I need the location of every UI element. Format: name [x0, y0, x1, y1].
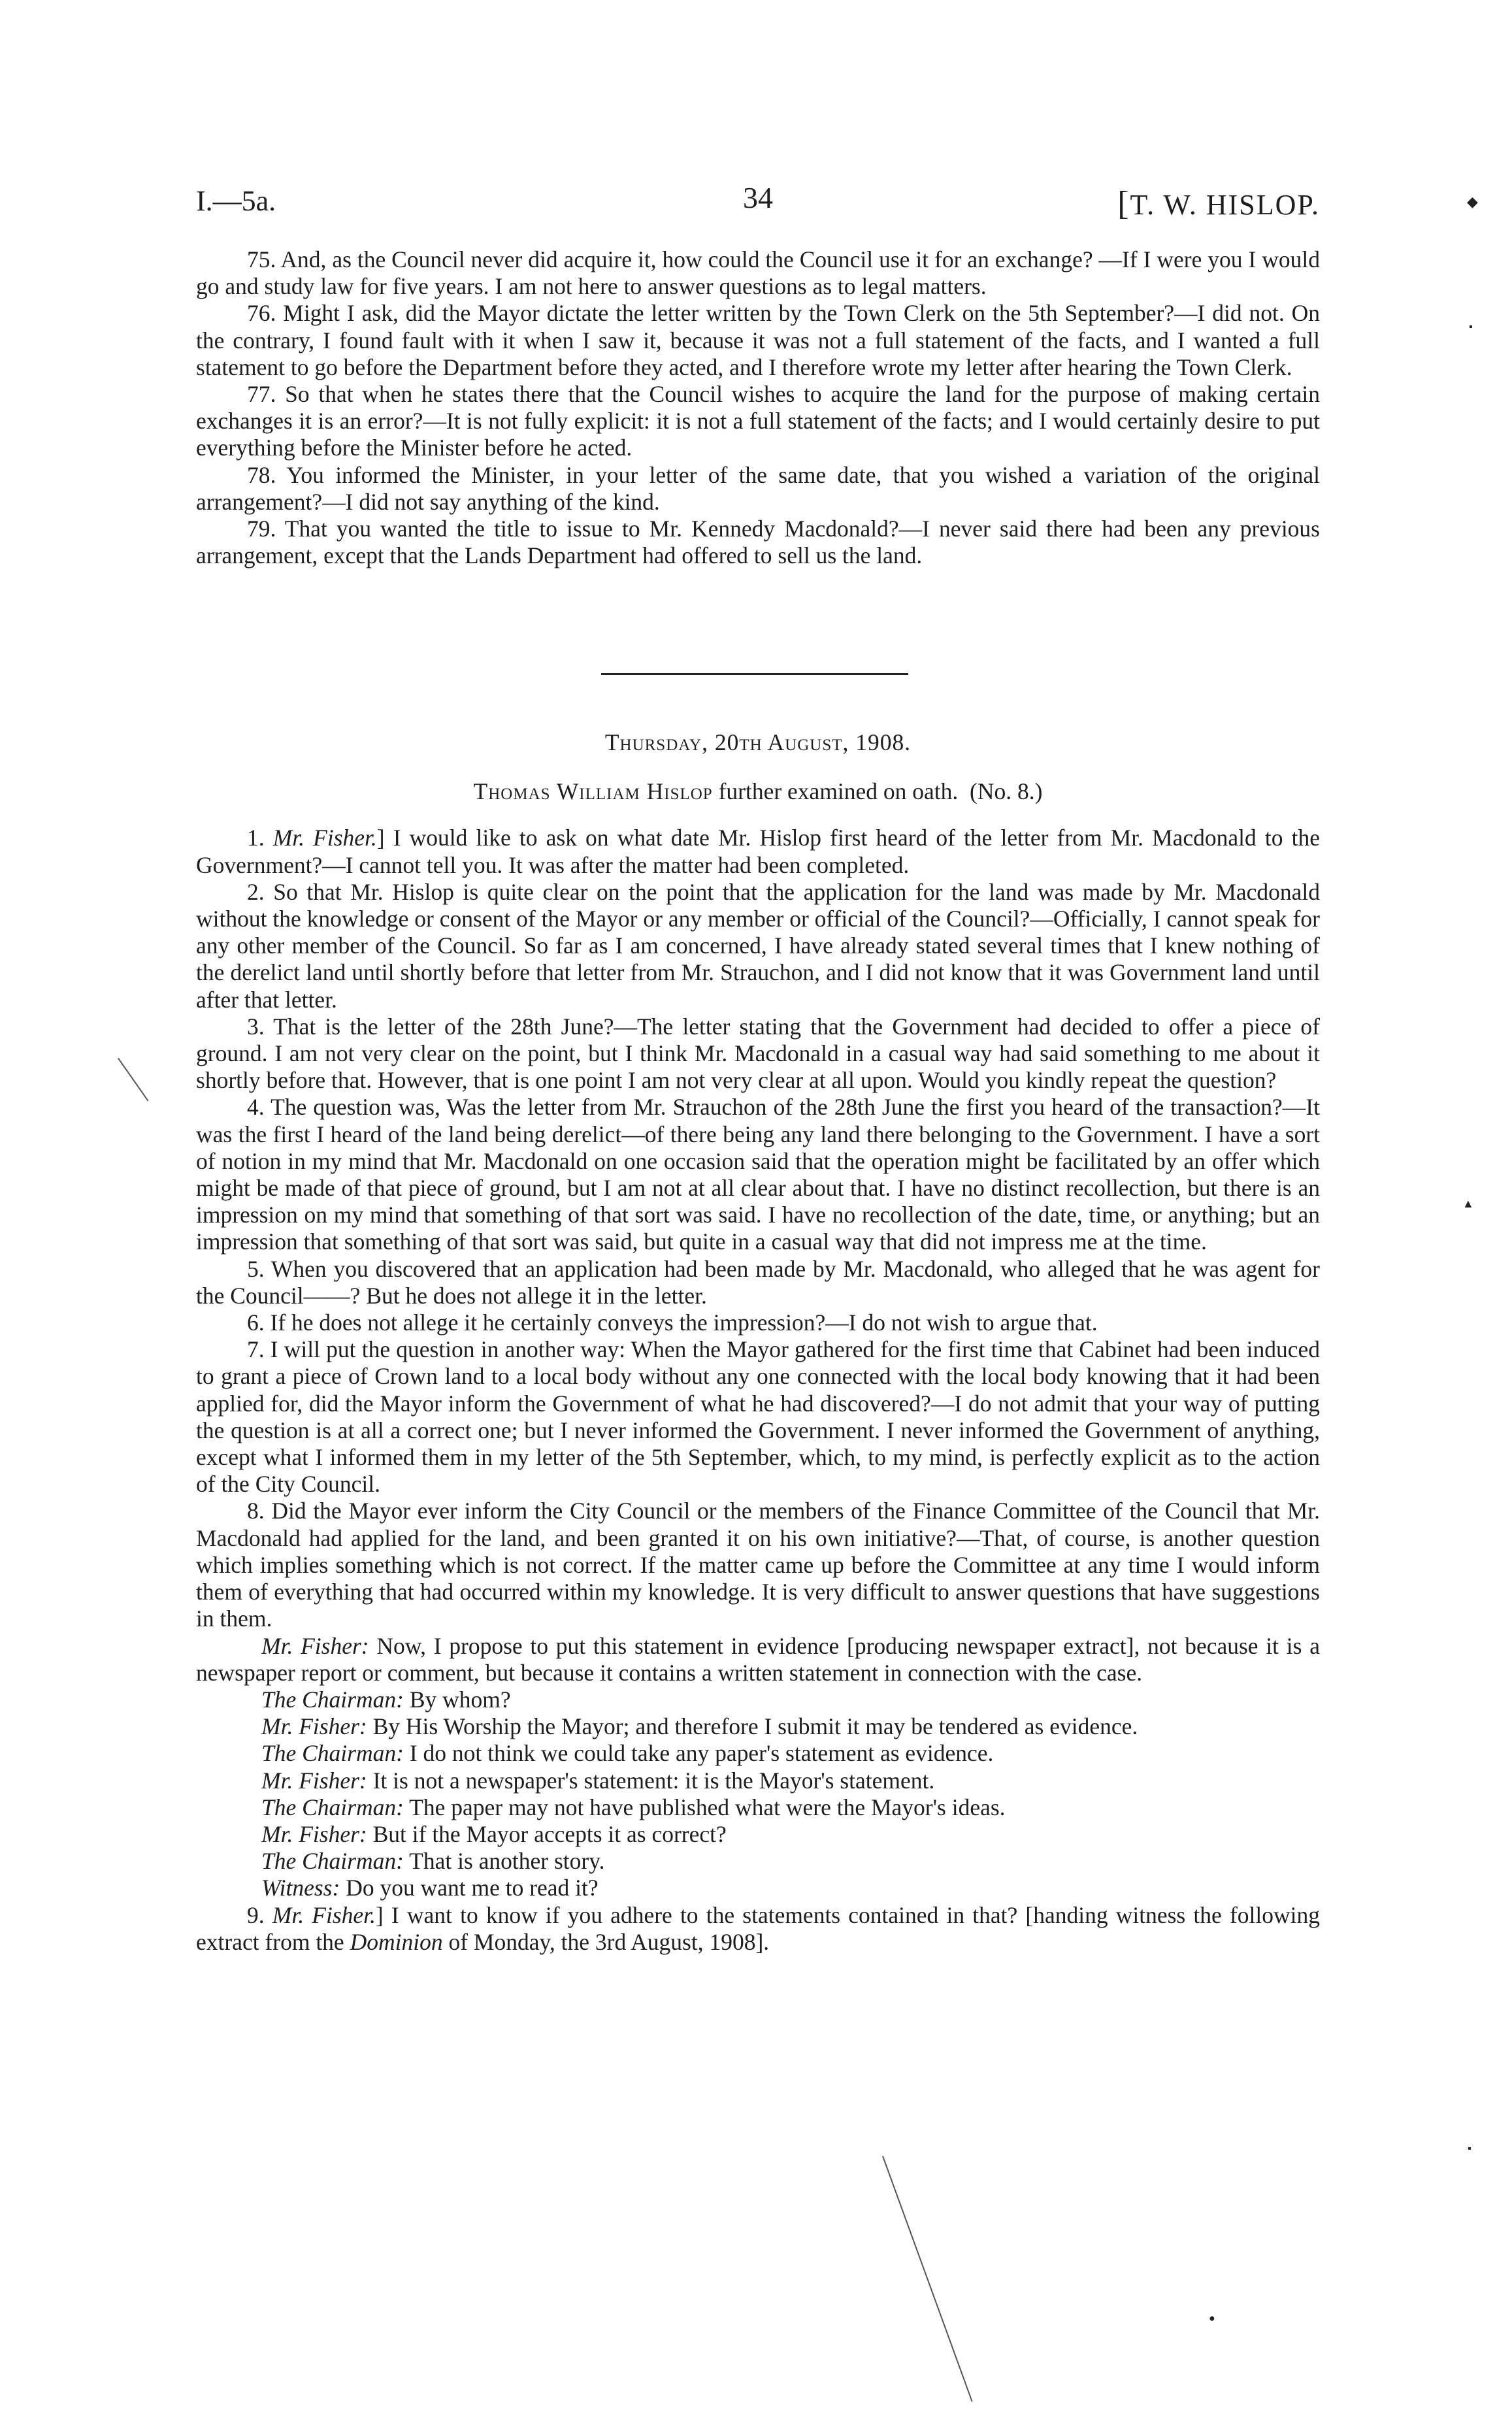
- witness-heading: [196, 778, 1320, 805]
- dialog-text: Do you want me to read it?: [340, 1875, 599, 1901]
- dialog-line: [196, 1713, 1320, 1740]
- page-header: [196, 181, 1320, 223]
- witness-heading-rest: further examined on oath.: [712, 778, 959, 805]
- running-head-name: T. W. HISLOP.: [1130, 189, 1320, 221]
- question-1-text: ] I would like to ask on what date Mr. Hislop first heard of the letter from Mr. Macdonald to the Government?—I cannot tell you. It was after the matter had been completed.: [196, 825, 1320, 878]
- question-9: [196, 1902, 1320, 1956]
- dialog-speaker: Mr. Fisher:: [261, 1713, 367, 1740]
- dialog-line: [196, 1794, 1320, 1821]
- question-7: 7. I will put the question in another way: When the Mayor gathered for the first time that Cabinet had been induced to grant a piece of Crown land to a local body without any one connected with the local body knowing that it had been applied for, did the Mayor inform the Government of what he had discovered?—I do not admit that your way of putting the question is at all a correct one; but I never informed the Government. I never informed the Government of anything, except what I informed them in my letter of the 5th September, which, to my mind, is perfectly explicit as to the action of the City Council.: [196, 1336, 1320, 1498]
- question-1-speaker: Mr. Fisher.: [272, 825, 377, 851]
- question-77: 77. So that when he states there that the Council wishes to acquire the land for the purpose of making certain exchanges it is an error?—It is not fully explicit: it is not a full statement of the facts; and I would certainly desire to put everything before the Minister before he acted.: [196, 381, 1320, 461]
- date-heading: Thursday, 20th August, 1908.: [604, 729, 912, 755]
- witness-number: (No. 8.): [970, 778, 1043, 805]
- question-2: 2. So that Mr. Hislop is quite clear on the point that the application for the land was made by Mr. Macdonald without the knowledge or consent of the Mayor or any member or official of the Council?—Officially, I cannot speak for any other member of the Council. So far as I am concerned, I have already stated several times that I knew nothing of the derelict land until shortly before that letter from Mr. Strauchon, and I did not know that it was Government land until after that letter.: [196, 878, 1320, 1013]
- dialog-text: That is another story.: [403, 1848, 605, 1875]
- margin-mark-icon: ▪: [1469, 321, 1473, 333]
- question-9-text-1: ] I want to know if you adhere to the statements contained in that? [handing witness the following extract from the: [196, 1901, 1321, 1955]
- margin-mark-icon: ▲: [1462, 1197, 1474, 1210]
- dialog-text: But if the Mayor accepts it as correct?: [367, 1820, 727, 1847]
- dialog-speaker: The Chairman:: [261, 1848, 404, 1875]
- question-8: 8. Did the Mayor ever inform the City Council or the members of the Finance Committee of the Council that Mr. Macdonald had applied for the land, and been granted it on his own initiative?—That, of course, is another question which implies something which is not correct. If the matter came up before the Committee at any time I would inform them of everything that had occurred within my knowledge. It is very difficult to answer questions that have suggestions in them.: [196, 1498, 1320, 1632]
- witness-name: Thomas William Hislop: [473, 778, 713, 805]
- section-divider: [601, 673, 908, 675]
- dialog-line: [196, 1633, 1320, 1686]
- question-6: 6. If he does not allege it he certainly conveys the impression?—I do not wish to argue that.: [247, 1309, 1098, 1336]
- question-9-number: 9.: [247, 1901, 272, 1928]
- question-78: 78. You informed the Minister, in your letter of the same date, that you wished a variation of the original arrangement?—I did not say anything of the kind.: [196, 461, 1320, 515]
- running-head-bracket: [: [1117, 185, 1130, 222]
- dialog-line: [196, 1848, 1320, 1875]
- section-previous-evidence: [196, 246, 1320, 569]
- pencil-stroke: [118, 1058, 149, 1102]
- dialog-text: By whom?: [403, 1686, 511, 1713]
- dialog-text: It is not a newspaper's statement: it is the Mayor's statement.: [367, 1767, 935, 1794]
- margin-mark-icon: ●: [1209, 2313, 1215, 2324]
- page-number: 34: [743, 181, 773, 214]
- question-79: 79. That you wanted the title to issue to Mr. Kennedy Macdonald?—I never said there had been any previous arrangement, except that the Lands Department had offered to sell us the land.: [196, 516, 1320, 569]
- question-5: 5. When you discovered that an application had been made by Mr. Macdonald, who alleged that he was agent for the Council——? But he does not allege it in the letter.: [196, 1255, 1320, 1309]
- dialog-speaker: Mr. Fisher:: [261, 1820, 367, 1847]
- question-1: [196, 825, 1320, 878]
- pencil-stroke: [882, 2156, 973, 2402]
- question-9-text-2: of Monday, the 3rd August, 1908].: [442, 1928, 770, 1955]
- dialog-speaker: Witness:: [261, 1875, 340, 1901]
- dialog-line: [196, 1821, 1320, 1848]
- section-thursday-evidence: [196, 729, 1320, 1956]
- question-75: 75. And, as the Council never did acquire it, how could the Council use it for an exchange? —If I were you I would go and study law for five years. I am not here to answer questions as to legal matters.: [196, 246, 1320, 300]
- dialog-line: [196, 1875, 1320, 1901]
- running-head: [1117, 184, 1320, 223]
- margin-mark-icon: ▪: [1468, 2143, 1471, 2154]
- report-reference: I.—5a.: [196, 185, 276, 217]
- dialog-text: I do not think we could take any paper's statement as evidence.: [403, 1740, 994, 1767]
- question-1-number: 1.: [247, 825, 273, 851]
- dialog-speaker: The Chairman:: [261, 1740, 404, 1767]
- question-76: 76. Might I ask, did the Mayor dictate the letter written by the Town Clerk on the 5th September?—I did not. On the contrary, I found fault with it when I saw it, because it was not a full statement of the facts, and I wanted a full statement to go before the Department before they acted, and I therefore wrote my letter after hearing the Town Clerk.: [196, 300, 1320, 380]
- dialog-speaker: Mr. Fisher:: [261, 1632, 369, 1659]
- dialog-line: [196, 1767, 1320, 1794]
- dialog-text: The paper may not have published what were the Mayor's ideas.: [403, 1794, 1006, 1820]
- question-9-speaker: Mr. Fisher.: [272, 1901, 376, 1928]
- question-3: 3. That is the letter of the 28th June?—The letter stating that the Government had decided to offer a piece of ground. I am not very clear on the point, but I think Mr. Macdonald in a casual way had said something to me about it shortly before that. However, that is one point I am not very clear at all upon. Would you kindly repeat the question?: [196, 1013, 1320, 1094]
- dialog-line: [196, 1740, 1320, 1767]
- dialog-line: [196, 1686, 1320, 1713]
- dialog-text: Now, I propose to put this statement in evidence [producing newspaper extract], not because it is a newspaper report or comment, but because it contains a written statement in connection with the case.: [196, 1632, 1320, 1686]
- dialog-text: By His Worship the Mayor; and therefore I submit it may be tendered as evidence.: [367, 1713, 1138, 1740]
- dialog-speaker: The Chairman:: [261, 1686, 404, 1713]
- question-4: 4. The question was, Was the letter from Mr. Strauchon of the 28th June the first you heard of the transaction?—It was the first I heard of the land being derelict—of there being any land there belonging to the Government. I have a sort of notion in my mind that Mr. Macdonald on one occasion said that the operation might be facilitated by an offer which might be made of that piece of ground, but I am not at all clear about that. I have no distinct recollection, but there is an impression on my mind that something of that sort was said. I have no recollection of the date, time, or anything; but an impression that something of that sort was said, but quite in a casual way that did not impress me at the time.: [196, 1094, 1320, 1255]
- publication-name: Dominion: [350, 1928, 443, 1955]
- dialog-speaker: The Chairman:: [261, 1794, 404, 1820]
- margin-mark-icon: ◆: [1467, 193, 1478, 210]
- dialog-speaker: Mr. Fisher:: [261, 1767, 367, 1794]
